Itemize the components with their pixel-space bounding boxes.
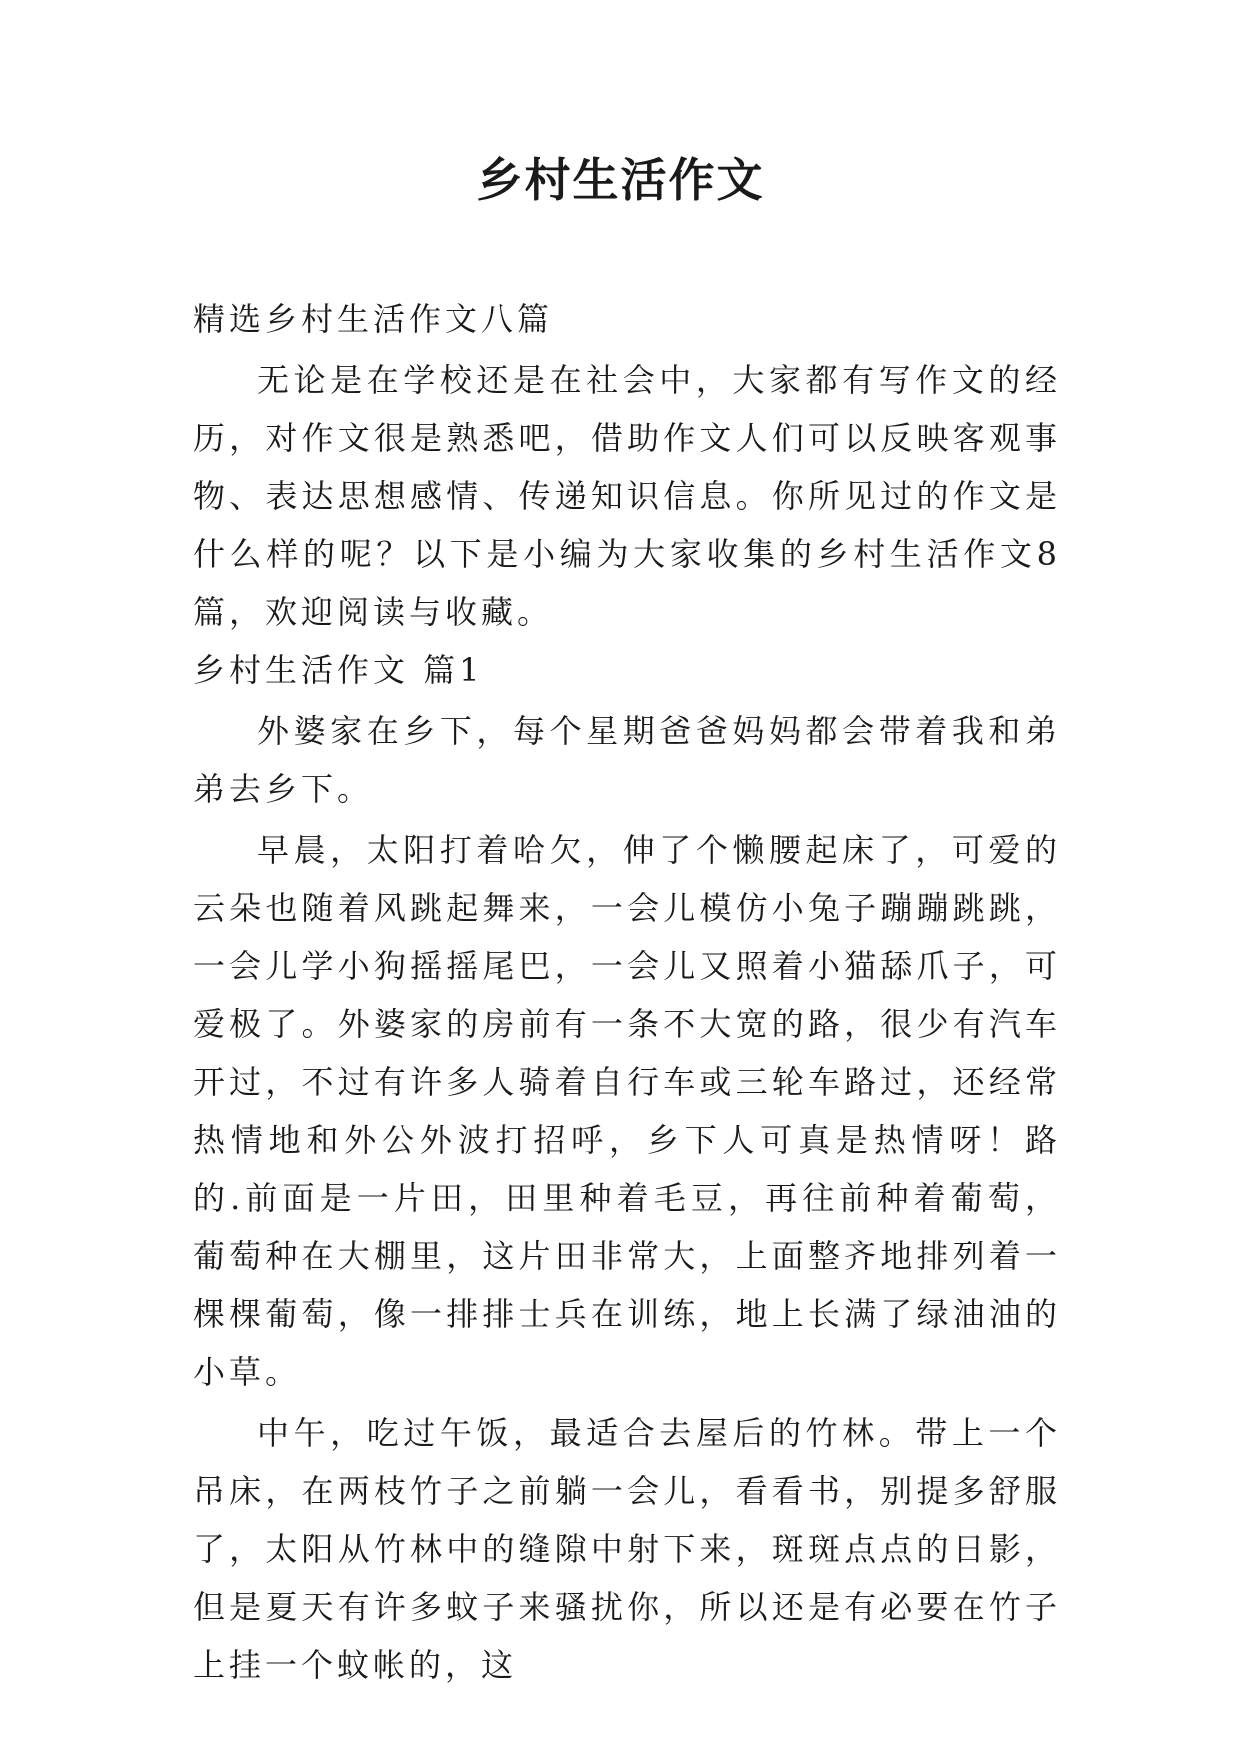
paragraph-3: 中午，吃过午饭，最适合去屋后的竹林。带上一个吊床，在两枝竹子之前躺一会儿，看看书，别提多舒服了，太阳从竹林中的缝隙中射下来，斑斑点点的日影，但是夏天有许多蚊子来骚扰你，所以还是有必要在竹子上挂一个蚊帐的，这 <box>193 1414 1061 1684</box>
paragraph-1: 外婆家在乡下，每个星期爸爸妈妈都会带着我和弟弟去乡下。 <box>193 712 1061 808</box>
document-title: 乡村生活作文 <box>476 153 765 207</box>
section-heading: 乡村生活作文 篇1 <box>193 651 484 689</box>
document-subtitle: 精选乡村生活作文八篇 <box>193 300 554 338</box>
document-body <box>193 290 1061 1694</box>
paragraph-2: 早晨，太阳打着哈欠，伸了个懒腰起床了，可爱的云朵也随着风跳起舞来，一会儿模仿小兔子蹦蹦跳跳，一会儿学小狗摇摇尾巴，一会儿又照着小猫舔爪子，可爱极了。外婆家的房前有一条不大宽的路，很少有汽车开过，不过有许多人骑着自行车或三轮车路过，还经常热情地和外公外波打招呼，乡下人可真是热情呀！路的.前面是一片田，田里种着毛豆，再往前种着葡萄，葡萄种在大棚里，这片田非常大，上面整齐地排列着一棵棵葡萄，像一排排士兵在训练，地上长满了绿油油的小草。 <box>193 831 1061 1391</box>
intro-paragraph: 无论是在学校还是在社会中，大家都有写作文的经历，对作文很是熟悉吧，借助作文人们可以反映客观事物、表达思想感情、传递知识信息。你所见过的作文是什么样的呢？以下是小编为大家收集的乡村生活作文8篇，欢迎阅读与收藏。 <box>193 361 1061 631</box>
